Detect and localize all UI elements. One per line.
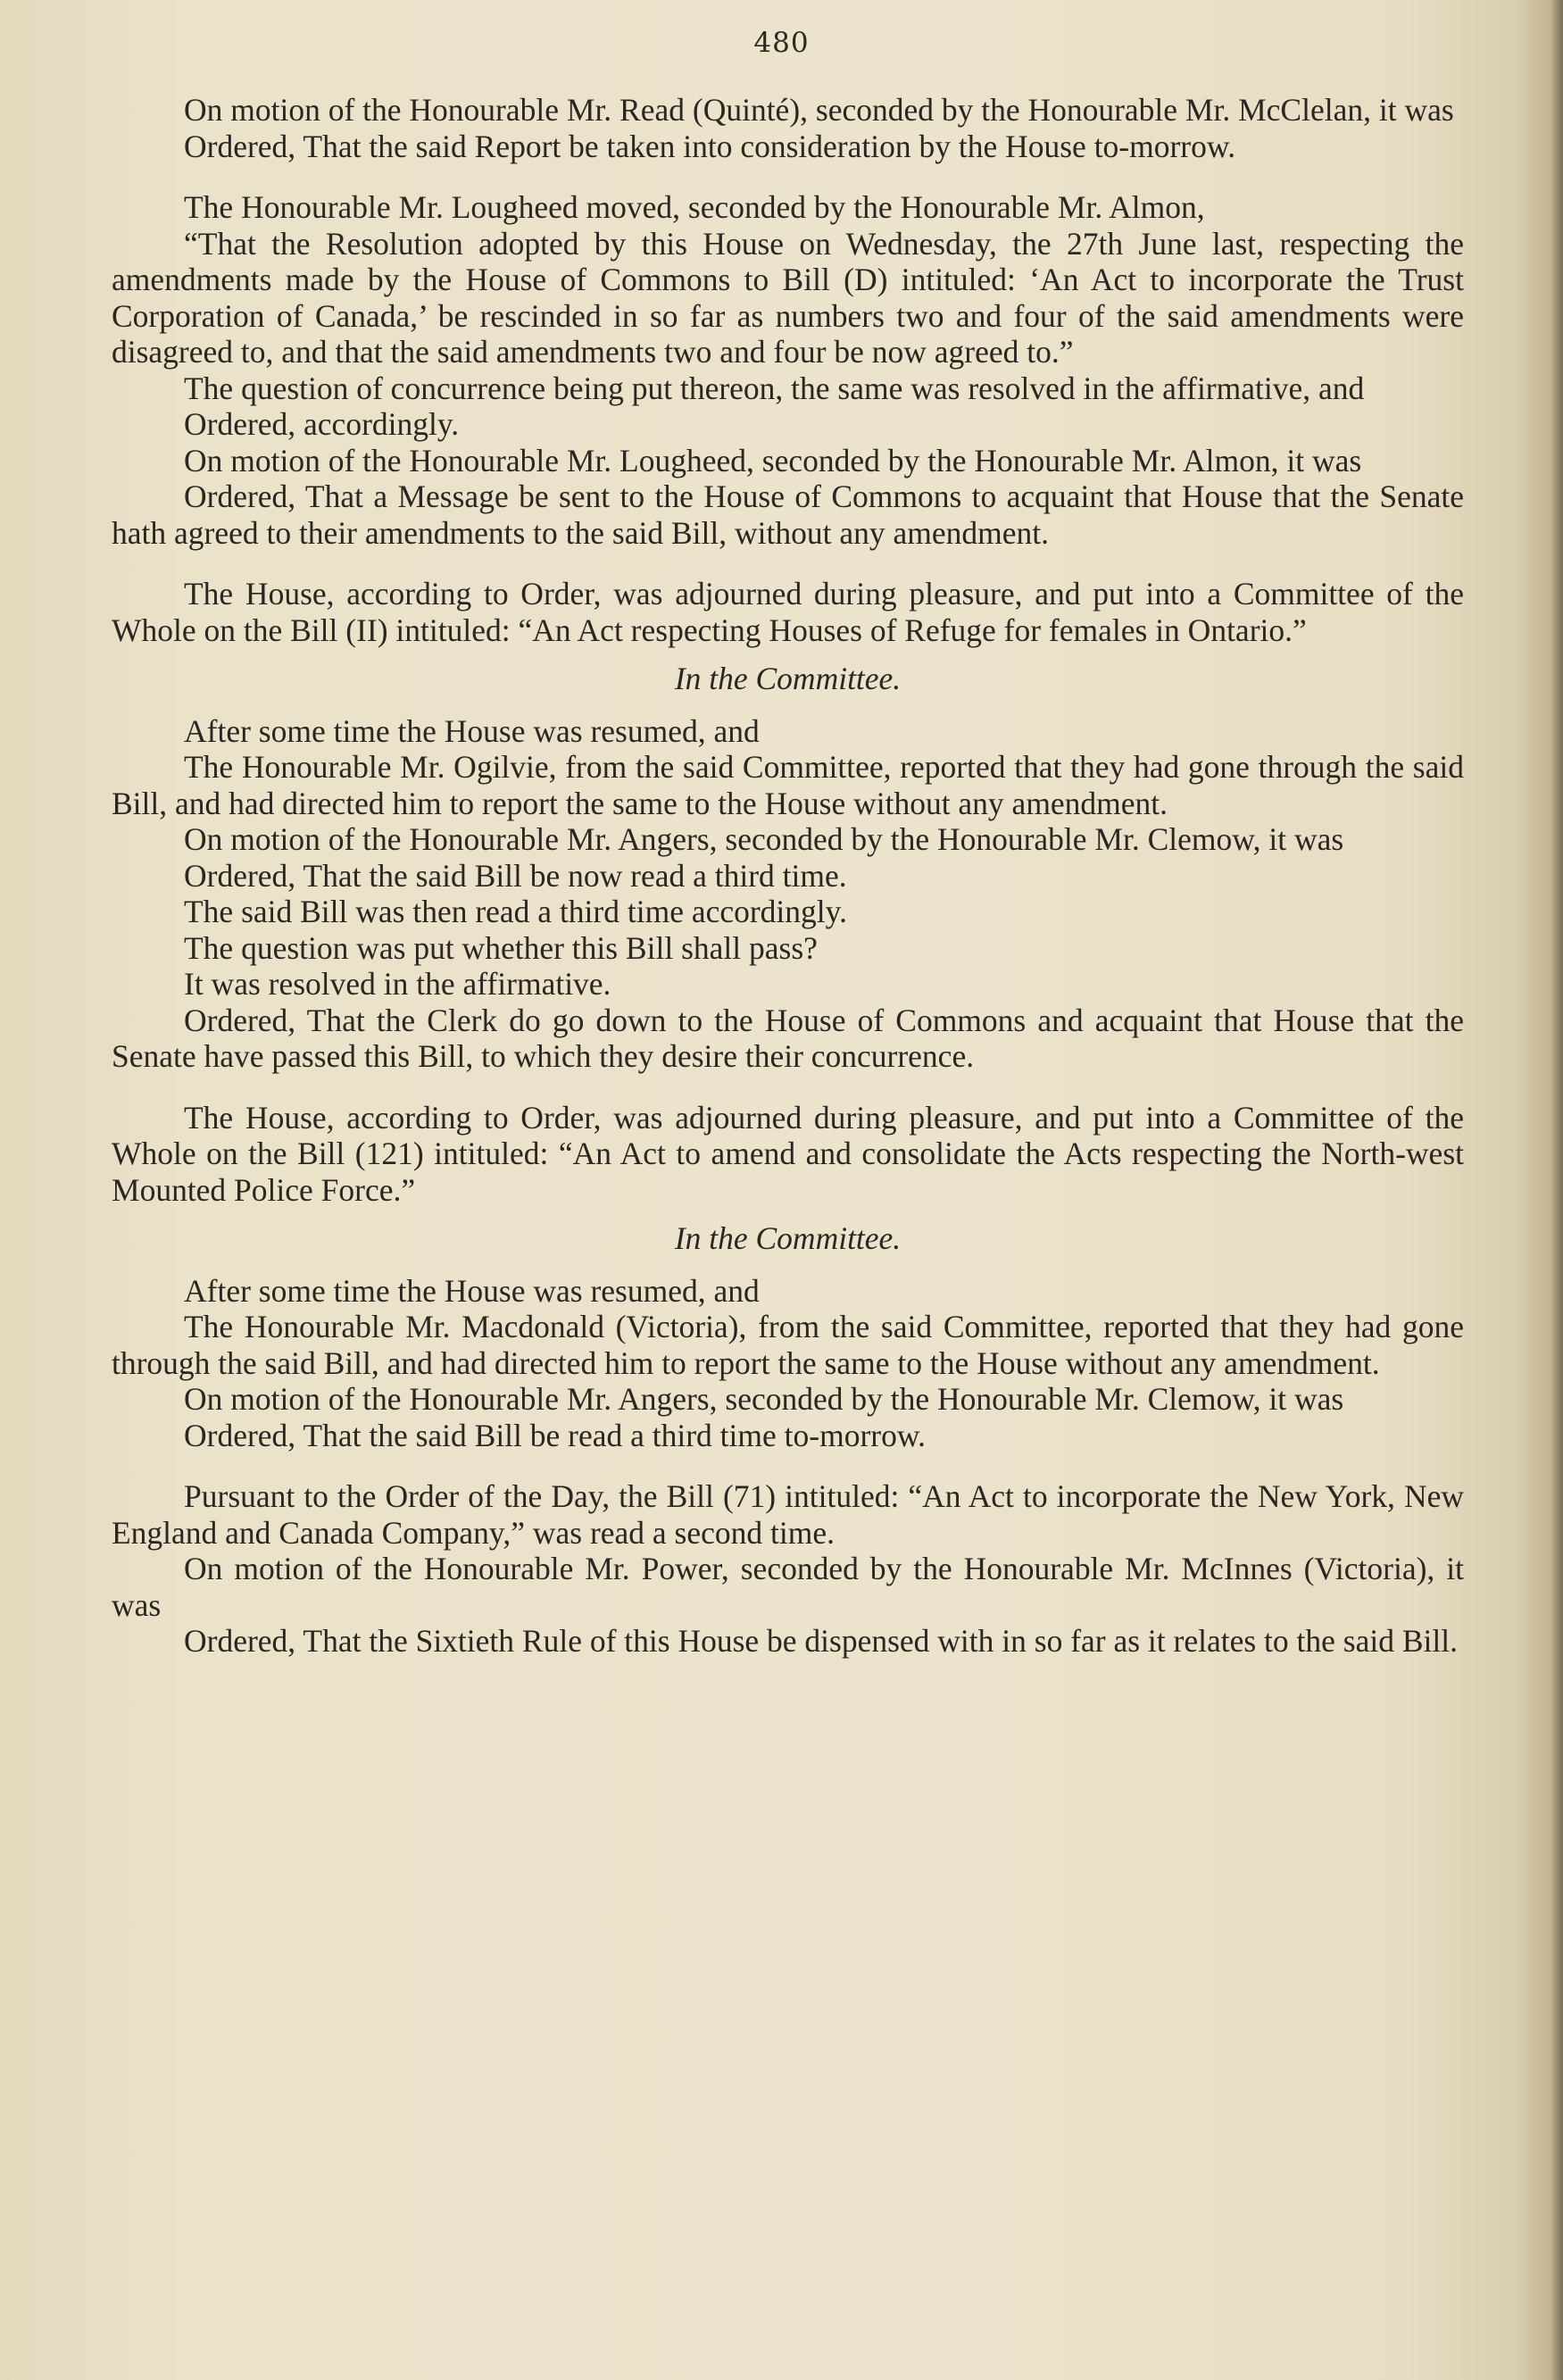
paragraph: The question was put whether this Bill shall pass?	[184, 929, 818, 966]
paragraph: “That the Resolution adopted by this House on Wednesday, the 27th June last, respecting the amendments made by the House of Commons to Bill (D) intituled: ‘An Act to incorporate the Trust Corporation of Canada,’ be rescinded in so far as numbers two and four of the said amendments were disagreed to, and that the said amendments two and four be now agreed to.”	[112, 225, 1464, 370]
paragraph: Ordered, accordingly.	[184, 406, 460, 442]
paragraph: Ordered, That the said Bill be read a third time to-morrow.	[184, 1417, 927, 1453]
paragraph: After some time the House was resumed, and	[184, 1272, 760, 1309]
page-number: 480	[753, 27, 810, 59]
paragraph: The Honourable Mr. Ogilvie, from the said Committee, reported that they had gone through the said Bill, and had directed him to report the same to the House without any amendment.	[112, 749, 1464, 821]
section-heading: In the Committee.	[674, 1220, 902, 1256]
page-edge-shadow	[1551, 0, 1563, 2380]
paragraph: Ordered, That the Sixtieth Rule of this House be dispensed with in so far as it relates to the said Bill.	[184, 1623, 1458, 1659]
paragraph: The Honourable Mr. Lougheed moved, seconded by the Honourable Mr. Almon,	[184, 189, 1205, 225]
paragraph: Ordered, That the said Bill be now read a third time.	[184, 857, 847, 894]
paragraph: The said Bill was then read a third time accordingly.	[184, 894, 847, 929]
paragraph: The House, according to Order, was adjourned during pleasure, and put into a Committee of the Whole on the Bill (121) intituled: “An Act to amend and consolidate the Acts respecting the North-west Mounted Police Force.”	[112, 1099, 1464, 1208]
section-heading: In the Committee.	[674, 661, 902, 696]
paragraph: On motion of the Honourable Mr. Angers, seconded by the Honourable Mr. Clemow, it was	[184, 821, 1344, 857]
paragraph: On motion of the Honourable Mr. Power, seconded by the Honourable Mr. McInnes (Victoria), it was	[112, 1551, 1464, 1623]
journal-text	[112, 92, 1464, 1660]
paragraph: Ordered, That the said Report be taken into consideration by the House to-morrow.	[184, 128, 1236, 164]
paragraph: It was resolved in the affirmative.	[184, 966, 611, 1002]
paragraph: After some time the House was resumed, and	[184, 712, 760, 749]
paragraph: The House, according to Order, was adjourned during pleasure, and put into a Committee of the Whole on the Bill (II) intituled: “An Act respecting Houses of Refuge for females in Ontario.”	[112, 576, 1464, 648]
paragraph: On motion of the Honourable Mr. Angers, seconded by the Honourable Mr. Clemow, it was	[184, 1381, 1344, 1417]
paragraph: The question of concurrence being put thereon, the same was resolved in the affirmative, and	[184, 370, 1365, 406]
paragraph: Ordered, That the Clerk do go down to the House of Commons and acquaint that House that the Senate have passed this Bill, to which they desire their concurrence.	[112, 1002, 1464, 1074]
paragraph: On motion of the Honourable Mr. Lougheed, seconded by the Honourable Mr. Almon, it was	[184, 442, 1362, 478]
paragraph: On motion of the Honourable Mr. Read (Quinté), seconded by the Honourable Mr. McClelan, it was	[184, 92, 1454, 128]
paragraph: Ordered, That a Message be sent to the House of Commons to acquaint that House that the Senate hath agreed to their amendments to the said Bill, without any amendment.	[112, 478, 1464, 551]
paragraph: Pursuant to the Order of the Day, the Bill (71) intituled: “An Act to incorporate the New York, New England and Canada Company,” was read a second time.	[112, 1478, 1464, 1551]
paragraph: The Honourable Mr. Macdonald (Victoria), from the said Committee, reported that they had gone through the said Bill, and had directed him to report the same to the House without any amendment.	[112, 1309, 1464, 1381]
